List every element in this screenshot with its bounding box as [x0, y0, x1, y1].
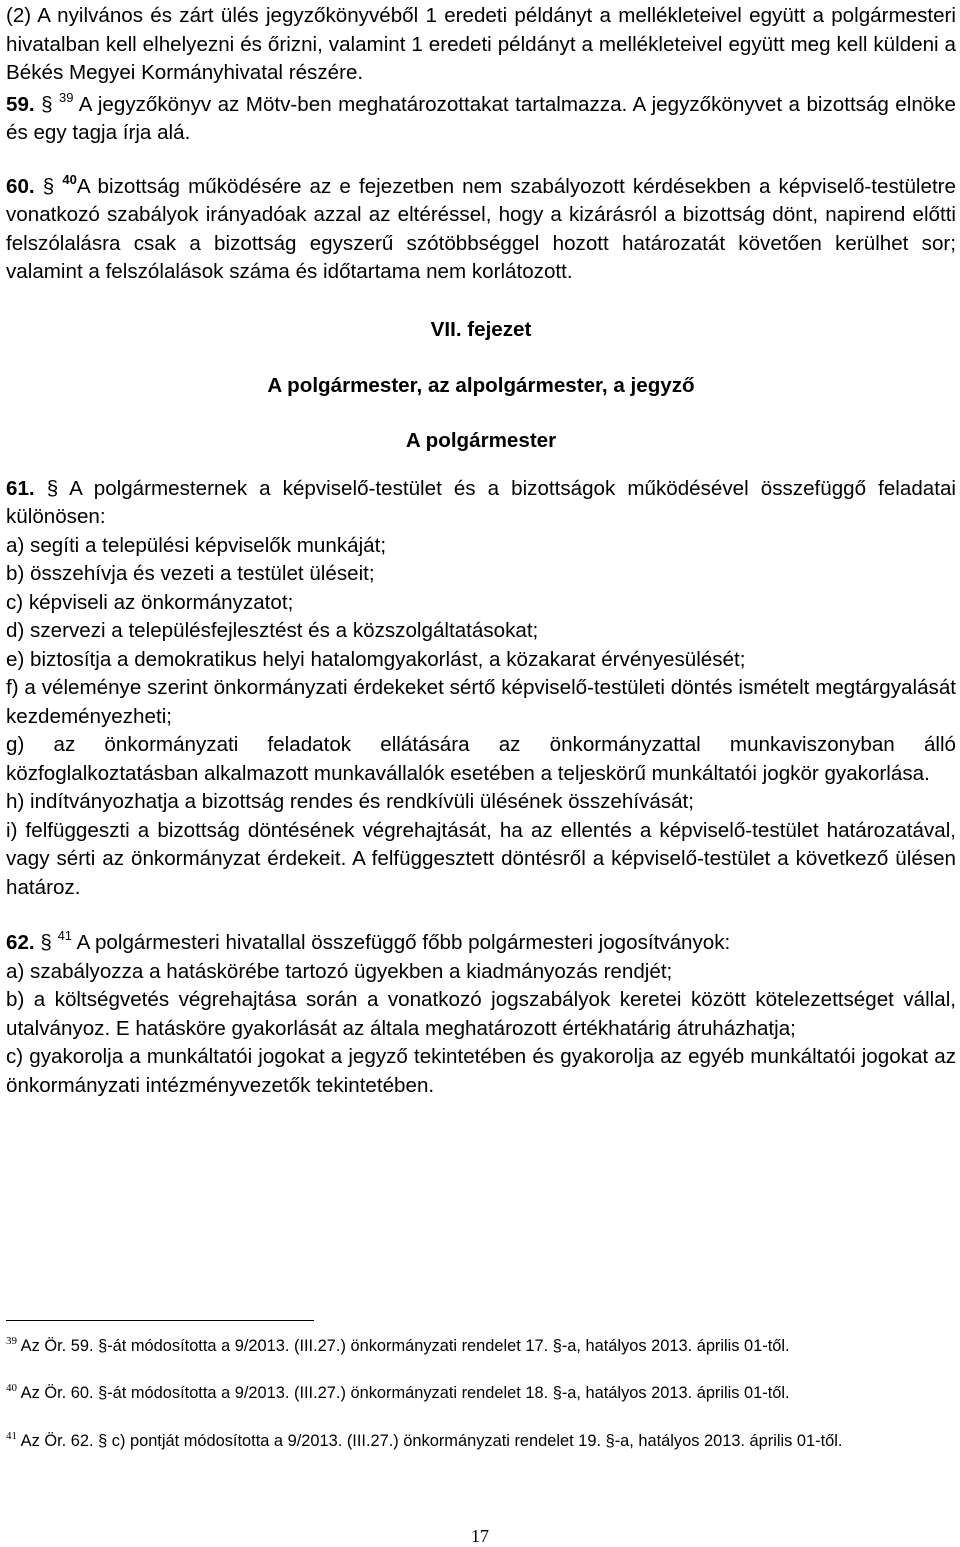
section-62-list [6, 958, 956, 1101]
section-59 [6, 91, 956, 148]
paragraph-2: (2) A nyilvános és zárt ülés jegyzőkönyvéből 1 eredeti példányt a mellékleteivel együtt a polgármesteri hivatalban kell elhelyezni és őrizni, valamint 1 eredeti példányt a mellékleteivel együtt meg kell küldeni a Békés Megyei Kormányhivatal részére. [6, 4, 956, 84]
footnote-number: 40 [6, 1382, 17, 1394]
chapter-subtitle: A polgármester [405, 428, 557, 452]
footnote-text: Az Ör. 62. § c) pontját módosította a 9/2013. (III.27.) önkormányzati rendelet 19. §-a, hatályos 2013. április 01-től. [20, 1432, 843, 1450]
section-sign: § [46, 476, 59, 500]
section-60 [6, 173, 956, 287]
list-item: f) a véleménye szerint önkormányzati érdekeket sértő képviselő-testületi döntés ismételt megtárgyalását kezdeményezheti; [6, 676, 956, 728]
list-item: c) képviseli az önkormányzatot; [6, 590, 294, 614]
section-number: 62. [6, 931, 35, 954]
section-number: 60. [6, 174, 35, 198]
section-61 [6, 475, 956, 532]
footnote-text: Az Ör. 59. §-át módosította a 9/2013. (III.27.) önkormányzati rendelet 17. §-a, hatályos 2013. április 01-től. [20, 1337, 790, 1355]
footnote-39 [6, 1335, 956, 1358]
footnote-41 [6, 1430, 956, 1453]
list-item: c) gyakorolja a munkáltatói jogokat a jegyző tekintetében és gyakorolja az egyéb munkáltatói jogokat az önkormányzati intézményvezetők tekintetében. [6, 1045, 956, 1097]
footnote-text: Az Ör. 60. §-át módosította a 9/2013. (III.27.) önkormányzati rendelet 18. §-a, hatályos 2013. április 01-től. [20, 1384, 790, 1402]
list-item: g) az önkormányzati feladatok ellátására az önkormányzattal munkaviszonyban álló közfoglalkoztatásban alkalmazott munkavállalók esetében a teljeskörű munkáltatói jogkör gyakorlása. [6, 733, 956, 785]
footnote-ref-39[interactable]: 39 [59, 89, 74, 105]
list-item: a) segíti a települési képviselők munkáját; [6, 533, 387, 557]
list-item: h) indítványozhatja a bizottság rendes és rendkívüli ülésének összehívását; [6, 790, 695, 813]
list-item: i) felfüggeszti a bizottság döntésének végrehajtását, ha az ellentés a képviselő-testület határozatával, vagy sérti az önkormányzat érdekeit. A felfüggesztett döntésről a képviselő-testület a következő ülésen határoz. [6, 818, 956, 899]
footnote-separator [6, 1320, 314, 1321]
list-item: d) szervezi a településfejlesztést és a közszolgáltatásokat; [6, 619, 539, 642]
footnote-number: 41 [6, 1430, 17, 1442]
list-item: e) biztosítja a demokratikus helyi hatalomgyakorlást, a közakarat érvényesülését; [6, 647, 746, 671]
page-number: 17 [471, 1526, 489, 1546]
footnote-number: 39 [6, 1335, 17, 1347]
section-sign: § [40, 931, 52, 954]
section-62 [6, 929, 956, 958]
chapter-title: A polgármester, az alpolgármester, a jegyző [267, 373, 695, 397]
document-page [6, 0, 956, 1100]
section-intro: A polgármesteri hivatallal összefüggő főbb polgármesteri jogosítványok: [76, 931, 731, 954]
list-item: b) összehívja és vezeti a testület üléseit; [6, 562, 375, 585]
section-number: 61. [6, 476, 35, 500]
section-intro: A polgármesternek a képviselő-testület és a bizottságok működésével összefüggő feladatai különösen: [6, 476, 956, 528]
list-item: b) a költségvetés végrehajtása során a vonatkozó jogszabályok keretei között kötelezettséget vállal, utalványoz. E hatásköre gyakorlását az általa meghatározott értékhatárig átruházhatja; [6, 988, 956, 1040]
section-61-list [6, 532, 956, 903]
section-sign: § [41, 92, 53, 116]
section-text: A bizottság működésére az e fejezetben nem szabályozott kérdésekben a képviselő-testületre vonatkozó szabályok irányadóak azzal az eltéréssel, hogy a kizárásról a bizottság dönt, napirend előtti felszólalásra csak a bizottság egyszerű szótöbbséggel hozott határozatát követően kerülhet sor; valamint a felszólalások száma és időtartama nem korlátozott. [6, 174, 956, 283]
section-text: A jegyzőkönyv az Mötv-ben meghatározottakat tartalmazza. A jegyzőkönyvet a bizottság elnöke és egy tagja írja alá. [6, 92, 956, 144]
footnote-40 [6, 1382, 956, 1405]
footnote-ref-40[interactable]: 40 [62, 171, 77, 187]
section-sign: § [42, 174, 55, 198]
list-item: a) szabályozza a hatáskörébe tartozó ügyekben a kiadmányozás rendjét; [6, 959, 673, 983]
chapter-label: VII. fejezet [430, 317, 532, 341]
footnote-ref-41[interactable]: 41 [57, 928, 73, 943]
section-number: 59. [6, 92, 35, 116]
